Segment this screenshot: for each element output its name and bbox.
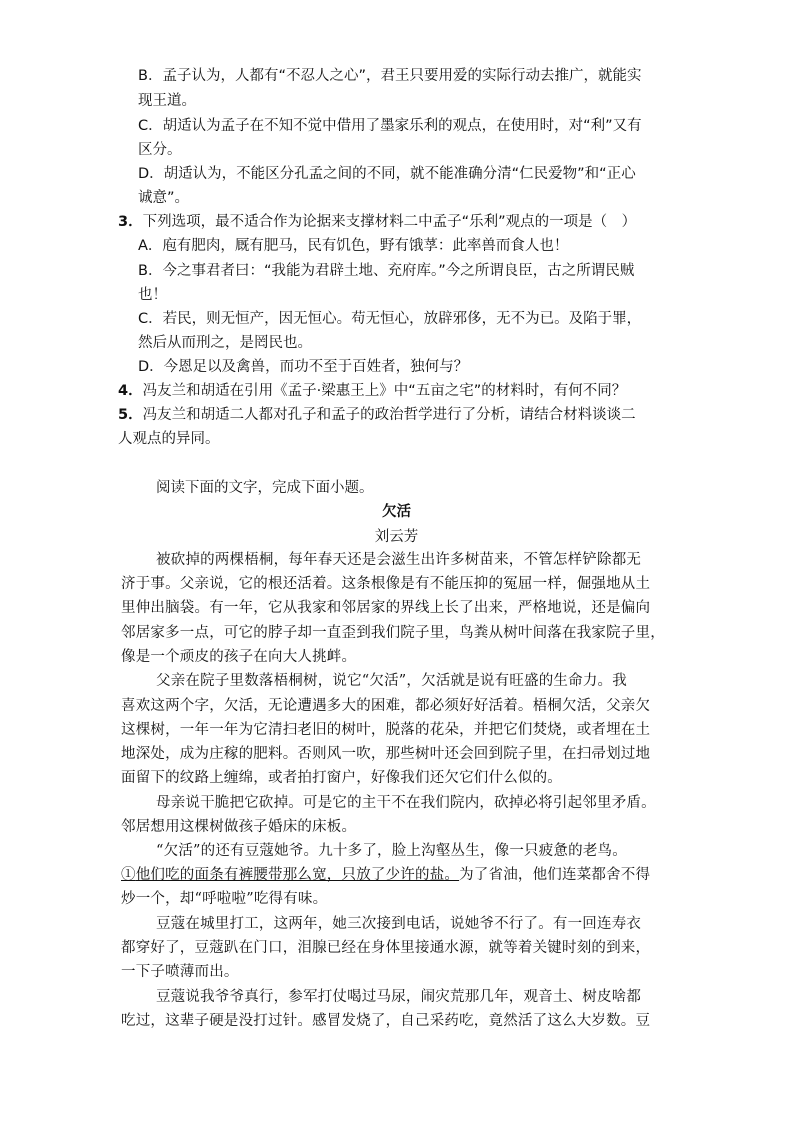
- story-line: 母亲说干脆把它砍掉。可是它的主干不在我们院内，砍掉必将引起邻里矛盾。: [156, 795, 656, 811]
- question-3-text: 下列选项，最不适合作为论据来支撑材料二中孟子“乐利”观点的一项是（ ）: [142, 214, 637, 230]
- question-3-number: 3．: [118, 214, 143, 230]
- story-line: 邻居家多一点，可它的脖子却一直歪到我们院子里，鸟粪从树叶间落在我家院子里，: [121, 625, 665, 641]
- story-line: 邻居想用这棵树做孩子婚床的床板。: [121, 819, 357, 835]
- story-line: 豆蔻在城里打工，这两年，她三次接到电话，说她爷不行了。有一回连寿衣: [156, 916, 642, 932]
- question-3-option-b-line-2: 也！: [138, 287, 167, 303]
- question-3-option-b-line-1: B．今之事君者曰：“我能为君辟土地、充府库。”今之所谓良臣，古之所谓民贼: [138, 263, 635, 279]
- story-line: 这棵树，一年一年为它清扫老旧的树叶，脱落的花朵，并把它们焚烧，或者埋在土: [121, 722, 651, 738]
- question-5-number: 5．: [118, 407, 143, 423]
- story-line: 济于事。父亲说，它的根还活着。这条根像是有不能压抑的冤屈一样，倔强地从土: [121, 576, 651, 592]
- question-4-number: 4．: [118, 383, 143, 399]
- story-line-marked: [121, 865, 650, 885]
- story-line: 被砍掉的两棵梧桐，每年春天还是会滋生出许多树苗来，不管怎样铲除都无: [156, 552, 642, 568]
- question-5: [118, 405, 636, 425]
- question-4: [118, 381, 626, 401]
- story-line: 像是一个顽皮的孩子在向大人挑衅。: [121, 649, 357, 665]
- option-c-line-2: 区分。: [138, 142, 182, 158]
- story-line-tail: 为了省油，他们连菜都舍不得: [459, 867, 651, 883]
- story-line: 吃过，这辈子硬是没打过针。感冒发烧了，自己采药吃，竟然活了这么大岁数。豆: [121, 1013, 651, 1029]
- option-d-line-2: 诚意”。: [138, 190, 190, 206]
- reading-instruction: 阅读下面的文字，完成下面小题。: [156, 480, 374, 496]
- question-3-option-d: D．今恩足以及禽兽，而功不至于百姓者，独何与？: [138, 359, 469, 375]
- option-b-line-2: 现王道。: [138, 93, 196, 109]
- question-3-option-a: A．庖有肥肉，厩有肥马，民有饥色，野有饿莩：此率兽而食人也！: [138, 238, 569, 254]
- story-line: 面留下的纹路上缠绵，或者拍打窗户，好像我们还欠它们什么似的。: [121, 770, 562, 786]
- question-3-option-c-line-1: C．若民，则无恒产，因无恒心。苟无恒心，放辟邪侈，无不为已。及陷于罪，: [138, 311, 642, 327]
- story-line: 炒一个，却“呼啦啦”吃得有味。: [121, 891, 328, 907]
- question-5-text: 冯友兰和胡适二人都对孔子和孟子的政治哲学进行了分析，请结合材料谈谈二: [142, 407, 636, 423]
- story-author: 刘云芳: [374, 529, 419, 545]
- question-3: [118, 212, 636, 232]
- story-line: 一下子喷薄而出。: [121, 964, 239, 980]
- underlined-sentence: [121, 867, 459, 883]
- option-c-line-1: C．胡适认为孟子在不知不觉中借用了墨家乐利的观点，在使用时，对“利”又有: [138, 118, 642, 134]
- story-line: 地深处，成为庄稼的肥料。否则风一吹，那些树叶还会回到院子里，在扫帚划过地: [121, 746, 651, 762]
- story-line: 都穿好了，豆蔻趴在门口，泪腺已经在身体里接通水源，就等着关键时刻的到来，: [121, 940, 651, 956]
- question-4-text: 冯友兰和胡适在引用《孟子·梁惠王上》中“五亩之宅”的材料时，有何不同？: [142, 383, 627, 399]
- story-line: “欠活”的还有豆蔻她爷。九十多了，脸上沟壑丛生，像一只疲惫的老鸟。: [156, 843, 627, 859]
- story-line: 豆蔻说我爷爷真行，参军打仗喝过马尿，闹灾荒那几年，观音土、树皮啥都: [156, 989, 642, 1005]
- story-title: 欠活: [382, 503, 411, 520]
- story-line: 父亲在院子里数落梧桐树，说它“欠活”，欠活就是说有旺盛的生命力。我: [156, 673, 627, 689]
- story-line: 里伸出脑袋。有一年，它从我家和邻居家的界线上长了出来，严格地说，还是偏向: [121, 600, 651, 616]
- story-line: 喜欢这两个字，欠活，无论遭遇多大的困难，都必须好好活着。梧桐欠活，父亲欠: [121, 698, 651, 714]
- question-3-option-c-line-2: 然后从而刑之，是罔民也。: [138, 335, 312, 351]
- option-d-line-1: D．胡适认为，不能区分孔孟之间的不同，就不能准确分清“仁民爱物”和“正心: [138, 166, 636, 182]
- question-5-line-2: 人观点的异同。: [118, 431, 220, 447]
- underlined-text: 他们吃的面条有裤腰带那么宽，只放了少许的盐。: [135, 867, 460, 883]
- option-b-line-1: B．孟子认为，人都有“不忍人之心”，君王只要用爱的实际行动去推广，就能实: [138, 68, 642, 84]
- circled-number-1: ①: [121, 867, 136, 883]
